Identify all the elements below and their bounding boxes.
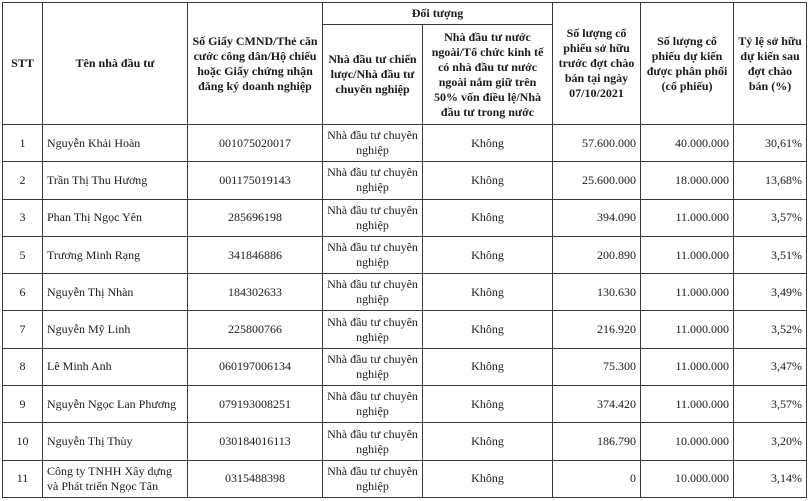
cell-shares-allocated: 10.000.000	[641, 460, 734, 497]
cell-foreign-investor: Không	[423, 125, 553, 162]
header-shares-allocated: Số lượng cổ phiếu dự kiến được phân phối (cổ phiếu)	[641, 3, 734, 125]
table-row	[3, 386, 807, 423]
cell-ownership-ratio: 3,57%	[734, 199, 807, 236]
table-row	[3, 199, 807, 236]
cell-ownership-ratio: 30,61%	[734, 125, 807, 162]
cell-stt: 8	[3, 348, 43, 385]
cell-shares-allocated: 10.000.000	[641, 423, 734, 460]
cell-id-number: 285696198	[188, 199, 323, 236]
cell-stt: 11	[3, 460, 43, 497]
header-id-number: Số Giấy CMND/Thẻ căn cước công dân/Hộ chiếu hoặc Giấy chứng nhận đăng ký doanh nghiệp	[188, 3, 323, 125]
cell-ownership-ratio: 3,51%	[734, 236, 807, 273]
cell-id-number: 079193008251	[188, 386, 323, 423]
cell-strategic-investor: Nhà đầu tư chuyên nghiệp	[323, 162, 423, 199]
cell-stt: 7	[3, 311, 43, 348]
cell-ownership-ratio: 3,20%	[734, 423, 807, 460]
header-strategic-investor: Nhà đầu tư chiến lược/Nhà đầu tư chuyên nghiệp	[323, 25, 423, 125]
cell-strategic-investor: Nhà đầu tư chuyên nghiệp	[323, 386, 423, 423]
cell-id-number: 001175019143	[188, 162, 323, 199]
cell-id-number: 184302633	[188, 274, 323, 311]
cell-shares-before: 0	[553, 460, 641, 497]
header-ownership-ratio: Tỷ lệ sở hữu dự kiến sau đợt chào bán (%)	[734, 3, 807, 125]
cell-shares-allocated: 11.000.000	[641, 236, 734, 273]
cell-investor-name: Trần Thị Thu Hương	[43, 162, 188, 199]
cell-shares-before: 75.300	[553, 348, 641, 385]
cell-foreign-investor: Không	[423, 199, 553, 236]
cell-ownership-ratio: 3,49%	[734, 274, 807, 311]
cell-shares-before: 394.090	[553, 199, 641, 236]
cell-strategic-investor: Nhà đầu tư chuyên nghiệp	[323, 460, 423, 497]
cell-id-number: 030184016113	[188, 423, 323, 460]
table-row	[3, 274, 807, 311]
cell-stt: 3	[3, 199, 43, 236]
cell-shares-allocated: 11.000.000	[641, 199, 734, 236]
cell-strategic-investor: Nhà đầu tư chuyên nghiệp	[323, 199, 423, 236]
cell-id-number: 225800766	[188, 311, 323, 348]
cell-shares-allocated: 18.000.000	[641, 162, 734, 199]
cell-investor-name: Lê Minh Anh	[43, 348, 188, 385]
cell-shares-allocated: 11.000.000	[641, 311, 734, 348]
cell-investor-name: Nguyễn Thị Nhàn	[43, 274, 188, 311]
table-row	[3, 348, 807, 385]
cell-foreign-investor: Không	[423, 460, 553, 497]
cell-shares-allocated: 11.000.000	[641, 386, 734, 423]
investor-table	[2, 2, 807, 498]
cell-shares-before: 374.420	[553, 386, 641, 423]
cell-ownership-ratio: 13,68%	[734, 162, 807, 199]
cell-stt: 6	[3, 274, 43, 311]
cell-ownership-ratio: 3,57%	[734, 386, 807, 423]
cell-investor-name: Nguyễn Khải Hoàn	[43, 125, 188, 162]
cell-ownership-ratio: 3,14%	[734, 460, 807, 497]
header-shares-before: Số lượng cổ phiếu sở hữu trước đợt chào bán tại ngày 07/10/2021	[553, 3, 641, 125]
table-body	[3, 125, 807, 498]
cell-shares-allocated: 40.000.000	[641, 125, 734, 162]
table-row	[3, 125, 807, 162]
cell-foreign-investor: Không	[423, 274, 553, 311]
header-investor-type-group: Đối tượng	[323, 3, 553, 25]
cell-strategic-investor: Nhà đầu tư chuyên nghiệp	[323, 423, 423, 460]
cell-shares-before: 57.600.000	[553, 125, 641, 162]
cell-foreign-investor: Không	[423, 236, 553, 273]
cell-stt: 5	[3, 236, 43, 273]
table-row	[3, 460, 807, 497]
cell-foreign-investor: Không	[423, 162, 553, 199]
cell-foreign-investor: Không	[423, 423, 553, 460]
cell-investor-name: Công ty TNHH Xây dựng và Phát triển Ngọc Tân	[43, 460, 188, 497]
cell-investor-name: Nguyễn Thị Thùy	[43, 423, 188, 460]
cell-investor-name: Nguyễn Ngọc Lan Phương	[43, 386, 188, 423]
cell-shares-before: 200.890	[553, 236, 641, 273]
cell-shares-before: 216.920	[553, 311, 641, 348]
cell-shares-before: 186.790	[553, 423, 641, 460]
cell-investor-name: Nguyễn Mỹ Linh	[43, 311, 188, 348]
cell-foreign-investor: Không	[423, 348, 553, 385]
cell-foreign-investor: Không	[423, 311, 553, 348]
cell-stt: 9	[3, 386, 43, 423]
table-row	[3, 423, 807, 460]
cell-ownership-ratio: 3,47%	[734, 348, 807, 385]
cell-strategic-investor: Nhà đầu tư chuyên nghiệp	[323, 236, 423, 273]
cell-foreign-investor: Không	[423, 386, 553, 423]
cell-id-number: 341846886	[188, 236, 323, 273]
cell-strategic-investor: Nhà đầu tư chuyên nghiệp	[323, 348, 423, 385]
cell-investor-name: Trương Minh Rạng	[43, 236, 188, 273]
table-header	[3, 3, 807, 125]
cell-shares-allocated: 11.000.000	[641, 348, 734, 385]
cell-id-number: 0315488398	[188, 460, 323, 497]
header-stt: STT	[3, 3, 43, 125]
header-foreign-investor: Nhà đầu tư nước ngoài/Tổ chức kinh tế có nhà đầu tư nước ngoài nắm giữ trên 50% vốn điều lệ/Nhà đầu tư trong nước	[423, 25, 553, 125]
cell-id-number: 060197006134	[188, 348, 323, 385]
cell-strategic-investor: Nhà đầu tư chuyên nghiệp	[323, 311, 423, 348]
header-investor-name: Tên nhà đầu tư	[43, 3, 188, 125]
cell-strategic-investor: Nhà đầu tư chuyên nghiệp	[323, 125, 423, 162]
cell-ownership-ratio: 3,52%	[734, 311, 807, 348]
cell-stt: 1	[3, 125, 43, 162]
cell-shares-allocated: 11.000.000	[641, 274, 734, 311]
cell-id-number: 001075020017	[188, 125, 323, 162]
cell-stt: 10	[3, 423, 43, 460]
table-row	[3, 236, 807, 273]
cell-shares-before: 130.630	[553, 274, 641, 311]
cell-investor-name: Phan Thị Ngọc Yên	[43, 199, 188, 236]
cell-strategic-investor: Nhà đầu tư chuyên nghiệp	[323, 274, 423, 311]
table-row	[3, 162, 807, 199]
table-row	[3, 311, 807, 348]
cell-stt: 2	[3, 162, 43, 199]
cell-shares-before: 25.600.000	[553, 162, 641, 199]
